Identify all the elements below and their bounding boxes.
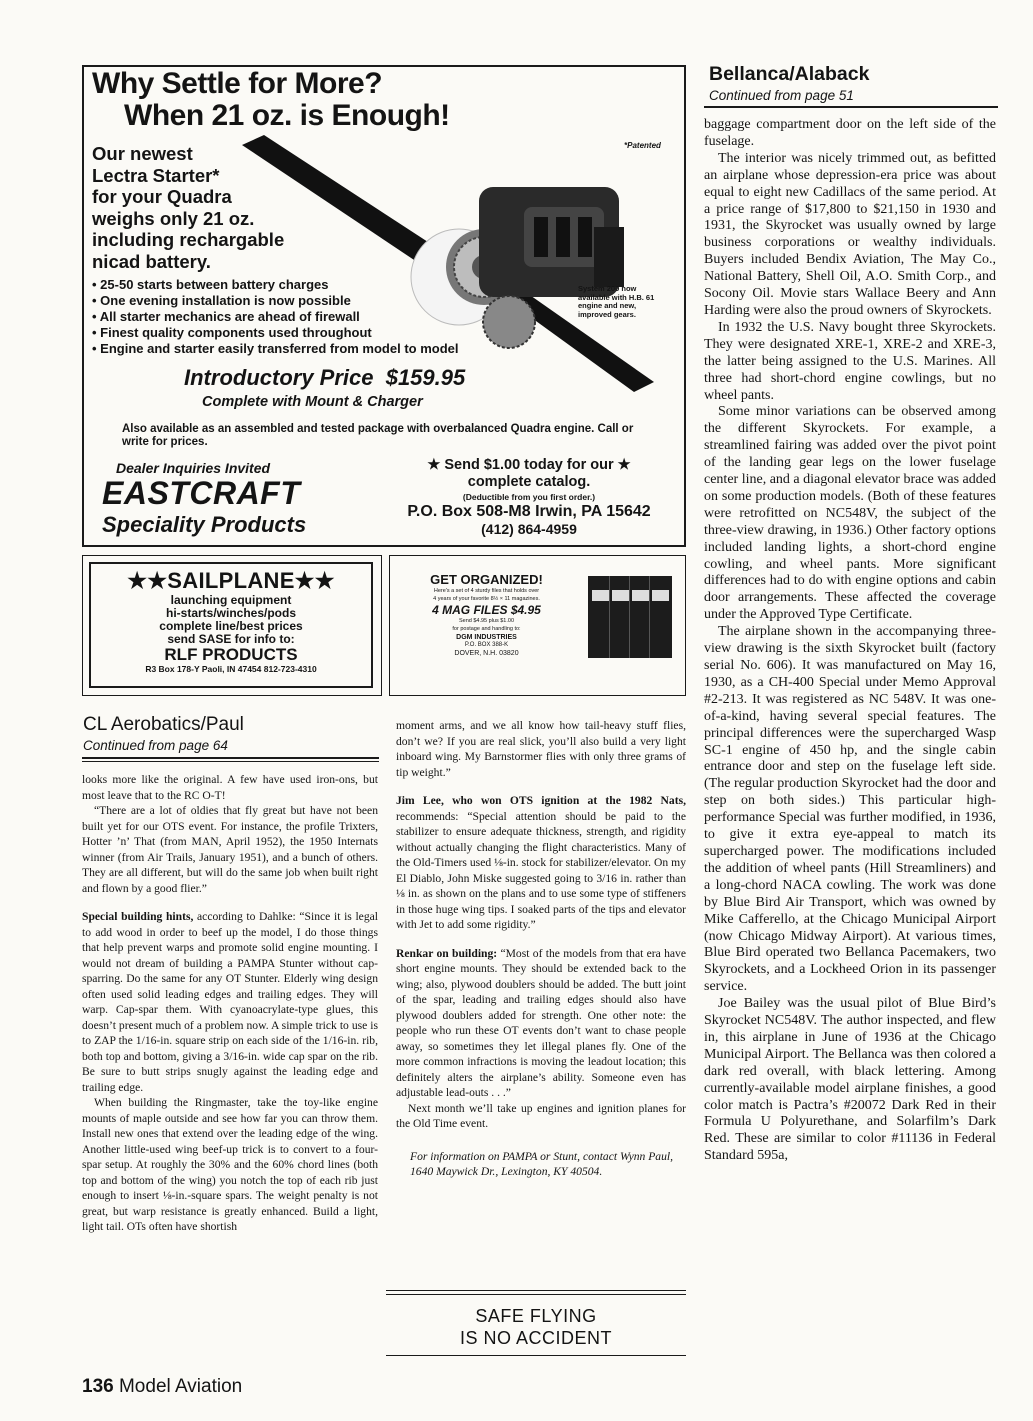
sailplane-title: ★★SAILPLANE★★ xyxy=(127,568,335,593)
bellanca-title-rule xyxy=(704,106,998,108)
ad-headline-1: Why Settle for More? xyxy=(92,67,383,100)
intro-price: Introductory Price $159.95 xyxy=(184,365,466,390)
organized-text: GET ORGANIZED! Here's a set of 4 sturdy files that holds over 4 years of your favorite 8½ × 11 magazines. 4 MAG FILES $4.95 Send $4.95 plus $1.00 for postage and handling to: DGM INDUSTRIES P.O. BOX 388-K DOVER, N.H. 03820 xyxy=(430,572,543,657)
also-available: Also available as an assembled and tested package with overbalanced Quadra engine. Call or write for prices. xyxy=(122,423,634,448)
cl-continued: Continued from page 64 xyxy=(83,738,228,753)
organized-ad xyxy=(389,555,686,696)
eastcraft-ad xyxy=(82,65,686,547)
safe-rule-bottom xyxy=(386,1355,686,1356)
patented-note: *Patented xyxy=(624,141,661,150)
sailplane-ad-frame xyxy=(82,555,382,696)
eastcraft-brand: EASTCRAFT xyxy=(102,475,301,511)
speciality-products: Speciality Products xyxy=(102,512,307,537)
ad-headline-2: When 21 oz. is Enough! xyxy=(124,99,450,132)
pampa-info: For information on PAMPA or Stunt, contact Wynn Paul, 1640 Maywick Dr., Lexington, KY 40504. xyxy=(410,1149,674,1178)
sailplane-lines: launching equipment hi-starts/winches/pods complete line/best prices send SASE for info to: xyxy=(159,593,303,646)
price-subline: Complete with Mount & Charger xyxy=(202,394,423,410)
system-note: System 200 now available with H.B. 61 engine and new, improved gears. xyxy=(578,284,655,319)
bellanca-title: Bellanca/Alaback xyxy=(709,63,870,85)
dealer-inquiries: Dealer Inquiries Invited xyxy=(116,460,271,476)
page-footer xyxy=(82,1376,242,1398)
feature-bullets: • 25-50 starts between battery charges • One evening installation is now possible • All starter mechanics are ahead of firewall • Finest quality components used throughout • Engine and starter easily transferred from model to model xyxy=(92,277,459,356)
cl-title-rule-thin xyxy=(82,761,379,762)
rlf-products: RLF PRODUCTS xyxy=(164,645,298,664)
cl-title-rule xyxy=(82,757,379,759)
cl-column-2: moment arms, and we all know how tail-heavy stuff flies, don’t we? If you are real slick, you’ll also build a very light inboard wing. My Barnstormer flies with only three grams of tip weight.” Jim Lee, who won OTS ignition at the 1982 Nats, recommends: “Special attention should be paid to the stabilizer to ensure adequate thickness, strength, and rigidity without actually changing the flight characteristics. Many of the Old-Timers used ⅛-in. stock for stabilizer/elevator. On my El Diablo, John Miske suggested going to 3/16 in. rather than ⅛ in. as shown on the plans and to use some type of stiffeners in those huge wing tips. I soaked parts of the tips and elevator with Jet to add some rigidity.” Renkar on building: “Most of the models from that era have short engine mounts. They should be extended back to the wing; also, plywood doublers should be added. The butt joint of the spar, leading and trailing edges should also have plywood doublers added for strength. One other note: the people who run these OT events don’t want to chase people away, so sometimes they let illegal planes fly. One of the more common infractions is moving the leadout location; this definitely alters the airplane’s ability. Someone even has adjustable lead-outs . . .” Next month we’ll take up engines and ignition planes for the Old Time event. For information on PAMPA or Stunt, contact Wynn Paul, 1640 Maywick Dr., Lexington, KY 40504. xyxy=(396,719,686,1178)
magazine-name: Model Aviation xyxy=(118,1376,243,1397)
sailplane-ad xyxy=(89,562,373,688)
safe-rule-top-2 xyxy=(386,1294,686,1295)
safe-flying-notice: SAFE FLYING IS NO ACCIDENT xyxy=(459,1306,613,1348)
rlf-address: R3 Box 178-Y Paoli, IN 47454 812-723-4310 xyxy=(145,664,317,674)
catalog-offer: ★ Send $1.00 today for our ★ complete catalog. (Deductible from you first order.) P.O. Box 508-M8 Irwin, PA 15642 (412) 864-4959 xyxy=(407,457,651,537)
page-number: 136 xyxy=(82,1376,114,1397)
cl-column-1: looks more like the original. A few have used iron-ons, but most leave that to the RC O-T! “There are a lot of oldies that fly great but have not been built yet for our OTS event. For instance, the profile Trixters, Hotter ’n’ That (from MAN, April 1952), the 1950 Internats winner (from Air Trails, January 1951), and a bunch of others. They are all different, but will do the same job when built right and flown by a good flier.” Special building hints, according to Dahlke: “Since it is legal to add wood in order to beef up the model, I do those things that help prevent warps and promote solid engine mounting. I would not dream of building a PAMPA Stunter without cap-sparring. Do the same for any OT Stunter. Elderly wing design often used solid leading edges and trailing edges. They will warp. Cap-spar them. With cyanoacrylate-type glues, this doesn’t present much of a problem now. A simple trick to use is to ZAP the 1/16-in. square strip on each side of the 1/16-in. rib, both top and bottom, giving a 3/16-in. wide cap spar on the rib. Be sure to butt strips snugly against the leading edge and trailing edge. When building the Ringmaster, take the toy-like engine mounts of maple outside and see how far you can throw them. Install new ones that extend over the leading edge of the wing. Another little-used wing beef-up trick is to convert to a four-spar setup. At roughly the 30% and the 60% chord lines (both top and bottom of the wing) you notch the top of each rib just enough to insert ⅛-in.-square spars. The weight penalty is not great, but warp resistance is greatly enhanced. Build a light, light tail. OTs often have shortish xyxy=(82,773,378,1233)
safe-rule-top-1 xyxy=(386,1290,686,1291)
cl-article-title: CL Aerobatics/Paul xyxy=(83,714,244,735)
mag-files-picture xyxy=(588,576,672,658)
ad-intro: Our newest Lectra Starter* for your Quadra weighs only 21 oz. including rechargable nicad battery. xyxy=(92,143,285,272)
bellanca-continued: Continued from page 51 xyxy=(709,88,854,103)
bellanca-column: baggage compartment door on the left side of the fuselage. The interior was nicely trimmed out, as befitted an airplane whose depression-era price was about equal to eight new Cadillacs of the same period. At a price range of $17,800 to $21,150 in 1930 and 1931, the Skyrocket was usually owned by large business corporations or wealthy individuals. Buyers included Bendix Aviation, The May Co., National Battery, Shell Oil, A.O. Smith Corp., and Socony Oil. Movie stars Wallace Beery and Ann Harding were also the proud owners of Skyrockets. In 1932 the U.S. Navy bought three Skyrockets. They were designated XRE-1, XRE-2 and XRE-3, the latter being assigned to the U.S. Marines. All three had short-chord engine cowlings, but no wheel pants. Some minor variations can be observed among the different Skyrockets. For example, a streamlined fairing was added over the pivot point of the landing gear legs on the lower fuselage center line, and a diagonal elevator brace was added on some production models. (Both of these features were retrofitted on NC548V, the subject of the three-view drawing, in 1936.) Other factory options included landing lights, a short-chord engine cowling, and wheel pants. More significant differences had to do with engine options and cabin door arrangements. These affected the coverage under the Approved Type Certificate. The airplane shown in the accompanying three-view drawing is the sixth Skyrocket built (factory serial No. 606). It was manufactured on May 16, 1930, as a CH-400 Special under Memo Approval #2-213. It was registered as NC 548V. It was one-of-a-kind, having several special features. The principal differences were the supercharged Wasp SC-1 engine of 450 hp, and the single cabin entrance door and step on the fuselage left side. (The regular production Skyrocket had the door and step on both sides.) This particular high-performance Special was further modified, in 1936, to give it extra eye-appeal to match its supercharged power. The modifications included the addition of wheel pants (Hill Streamliners) and a long-chord NACA cowling. The work was done by Blue Bird Air Transport, which was owned by Mike Cafferello, at the Chicago Municipal Airport (now Chicago Midway Airport). At various times, Blue Bird operated two Bellanca Pacemakers, two Skyrockets, and a Lockheed Orion in its passenger service. Joe Bailey was the usual pilot of Blue Bird’s Skyrocket NC548V. The author inspected, and flew in, this airplane in June of 1936 at the Chicago Municipal Airport. The Bellanca was then colored a dark red overall, with black lettering. Among currently-available model airplane finishes, a good color match is Pactra’s #20072 Dark Red in their Formula U Polyurethane, and Solarfilm’s Dark Red. These are similar to color #11136 in Federal Standard 595a, xyxy=(704,117,996,1164)
